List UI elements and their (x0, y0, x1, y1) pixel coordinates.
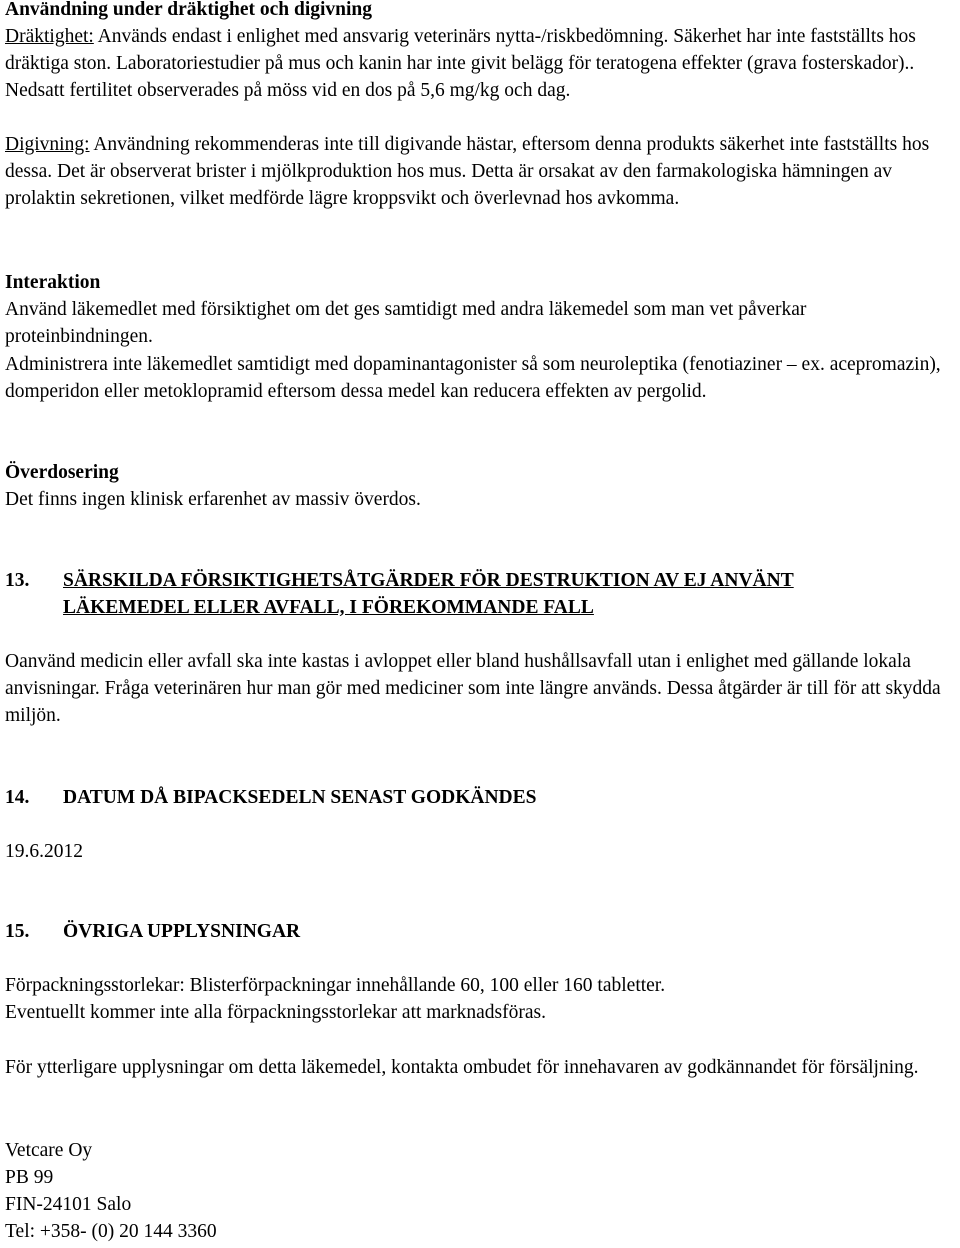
overdose-heading: Överdosering (5, 462, 119, 483)
section-15-number: 15. (5, 921, 30, 942)
section-15-title (5, 918, 955, 945)
section-13-number: 13. (5, 570, 30, 591)
section-14-title-text: DATUM DÅ BIPACKSEDELN SENAST GODKÄNDES (63, 787, 537, 808)
pregnancy-heading: Användning under dräktighet och digivning (5, 0, 373, 20)
section-13-title-continued (5, 594, 960, 621)
interaction-paragraph-2: Administrera inte läkemedlet samtidigt med dopaminantagonister så som neuroleptika (fenotiaziner – ex. acepromazin), domperidon eller metoklopramid eftersom dessa medel kan reducera effekten av pergolid. (5, 354, 941, 403)
approval-date: 19.6.2012 (5, 841, 83, 862)
company-name: Vetcare Oy (5, 1140, 93, 1161)
po-box: PB 99 (5, 1167, 54, 1188)
interaction-paragraph-1: Använd läkemedlet med försiktighet om det ges samtidigt med andra läkemedel som man vet påverkar proteinbindningen. (5, 299, 807, 348)
section-15-title-text: ÖVRIGA UPPLYSNINGAR (63, 921, 301, 942)
section-13-text: Oanvänd medicin eller avfall ska inte kastas i avloppet eller bland hushållsavfall utan i enlighet med gällande lokala anvisningar. Fråga veterinären hur man gör med mediciner som inte längre används. Dessa åtgärder är till för att skydda miljön. (5, 651, 941, 727)
pack-sizes-line-1: Förpackningsstorlekar: Blisterförpackningar innehållande 60, 100 eller 160 tabletter. (5, 975, 666, 996)
section-14-title (5, 784, 955, 811)
section-13-title (5, 567, 955, 594)
lactation-paragraph (5, 131, 955, 213)
section-13-title-line-1: SÄRSKILDA FÖRSIKTIGHETSÅTGÄRDER FÖR DESTRUKTION AV EJ ANVÄNT (63, 570, 794, 591)
section-14-number: 14. (5, 787, 30, 808)
pack-sizes-line-2: Eventuellt kommer inte alla förpackningsstorlekar att marknadsföras. (5, 1002, 546, 1023)
lactation-text: Användning rekommenderas inte till digivande hästar, eftersom denna produkts säkerhet inte fastställts hos dessa. Det är observerat brister i mjölkproduktion hos mus. Detta är orsakat av den farmakologiska hämningen av prolaktin sekretionen, vilket medförde lägre kroppsvikt och överlevnad hos avkomma. (5, 134, 930, 210)
overdose-text: Det finns ingen klinisk erfarenhet av massiv överdos. (5, 489, 421, 510)
pregnancy-label: Dräktighet: (5, 26, 94, 47)
pregnancy-text: Används endast i enlighet med ansvarig veterinärs nytta-/riskbedömning. Säkerhet har inte fastställts hos dräktiga ston. Laboratoriestudier på mus och kanin har inte givit belägg för teratogena effekter (grava fosterskador).. Nedsatt fertilitet observerades på möss vid en dos på 5,6 mg/kg och dag. (5, 26, 916, 102)
section-13-title-line-2: LÄKEMEDEL ELLER AVFALL, I FÖREKOMMANDE FALL (63, 597, 594, 618)
postal-address: FIN-24101 Salo (5, 1194, 132, 1215)
phone-number: Tel: +358- (0) 20 144 3360 (5, 1221, 217, 1242)
lactation-label: Digivning: (5, 134, 90, 155)
pregnancy-paragraph (5, 23, 955, 105)
contact-paragraph: För ytterligare upplysningar om detta läkemedel, kontakta ombudet för innehavaren av godkännandet för försäljning. (5, 1057, 919, 1078)
interaction-heading: Interaktion (5, 272, 101, 293)
